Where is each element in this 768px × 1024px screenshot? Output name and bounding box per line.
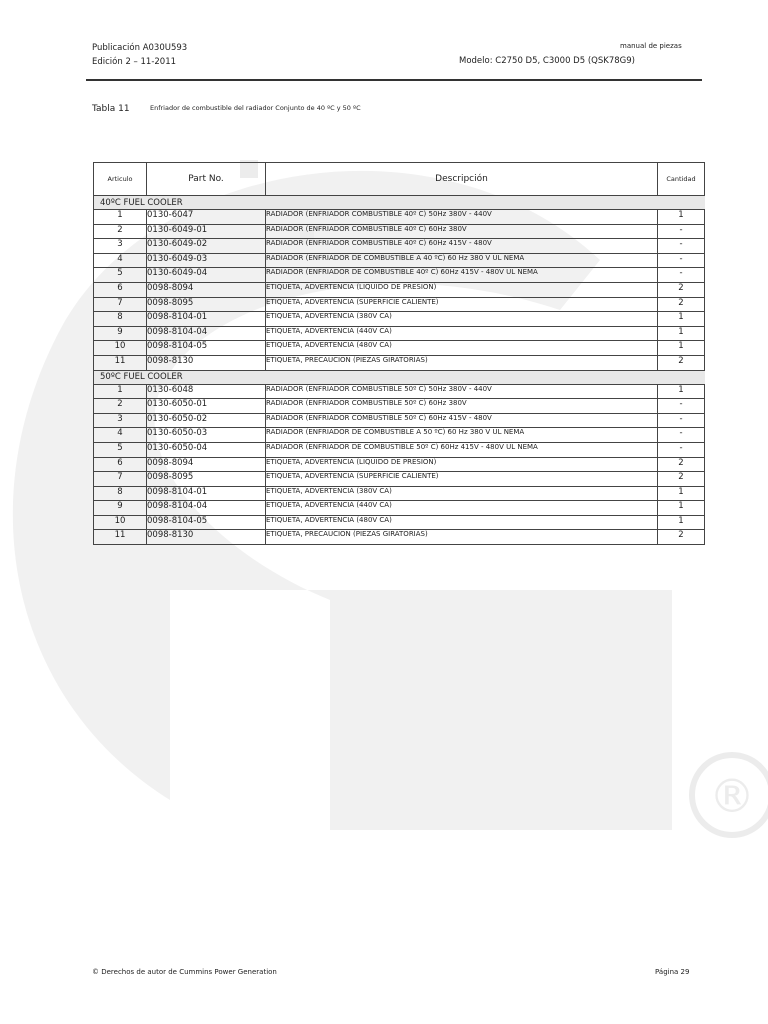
part-number: 0130-6050-02 [147,413,266,428]
item-number: 5 [94,442,147,457]
quantity: - [658,442,705,457]
description: ETIQUETA, ADVERTENCIA (LIQUIDO DE PRESION) [266,457,658,472]
item-number: 6 [94,457,147,472]
description: ETIQUETA, ADVERTENCIA (SUPERFICIE CALIENTE) [266,297,658,312]
description: RADIADOR (ENFRIADOR DE COMBUSTIBLE A 50 ºC) 60 Hz 380 V UL NEMA [266,428,658,443]
item-number: 11 [94,355,147,370]
section-header-row [94,370,705,384]
table-row [94,472,705,487]
col-header-quantity: Cantidad [658,163,705,196]
table-row [94,442,705,457]
item-number: 10 [94,341,147,356]
item-number: 8 [94,486,147,501]
quantity: - [658,413,705,428]
quantity: 2 [658,297,705,312]
item-number: 5 [94,268,147,283]
part-number: 0098-8104-04 [147,501,266,516]
quantity: 2 [658,530,705,545]
part-number: 0098-8104-05 [147,341,266,356]
table-row [94,253,705,268]
table-row [94,239,705,254]
description: RADIADOR (ENFRIADOR COMBUSTIBLE 50º C) 50Hz 380V - 440V [266,384,658,399]
table-row [94,384,705,399]
description: ETIQUETA, ADVERTENCIA (440V CA) [266,501,658,516]
quantity: 1 [658,515,705,530]
description: ETIQUETA, ADVERTENCIA (480V CA) [266,515,658,530]
part-number: 0130-6049-04 [147,268,266,283]
part-number: 0130-6050-03 [147,428,266,443]
quantity: - [658,399,705,414]
part-number: 0130-6050-04 [147,442,266,457]
table-row [94,312,705,327]
item-number: 7 [94,472,147,487]
part-number: 0130-6049-02 [147,239,266,254]
part-number: 0130-6048 [147,384,266,399]
description: RADIADOR (ENFRIADOR COMBUSTIBLE 50º C) 60Hz 415V - 480V [266,413,658,428]
part-number: 0098-8104-01 [147,486,266,501]
table-row [94,326,705,341]
item-number: 4 [94,428,147,443]
parts-table [93,162,705,545]
table-number: Tabla 11 [92,104,130,114]
item-number: 8 [94,312,147,327]
description: RADIADOR (ENFRIADOR DE COMBUSTIBLE A 40 ºC) 60 Hz 380 V UL NEMA [266,253,658,268]
item-number: 3 [94,413,147,428]
table-body [94,196,705,545]
item-number: 10 [94,515,147,530]
item-number: 1 [94,384,147,399]
quantity: - [658,239,705,254]
part-number: 0098-8130 [147,355,266,370]
col-header-item: Articulo [94,163,147,196]
col-header-description: Descripción [266,163,658,196]
quantity: 1 [658,210,705,225]
quantity: 2 [658,355,705,370]
edition-date: Edición 2 – 11-2011 [92,57,177,67]
part-number: 0098-8094 [147,457,266,472]
quantity: - [658,224,705,239]
col-header-part: Part No. [147,163,266,196]
table-row [94,341,705,356]
table-header-row [94,163,705,196]
table-row [94,413,705,428]
part-number: 0098-8130 [147,530,266,545]
table-row [94,282,705,297]
description: ETIQUETA, ADVERTENCIA (480V CA) [266,341,658,356]
part-number: 0098-8095 [147,472,266,487]
quantity: 1 [658,326,705,341]
table-row [94,428,705,443]
quantity: 1 [658,486,705,501]
table-row [94,268,705,283]
header-rule [86,79,702,81]
part-number: 0130-6049-01 [147,224,266,239]
section-title: 40ºC FUEL COOLER [94,196,705,210]
item-number: 3 [94,239,147,254]
part-number: 0098-8104-05 [147,515,266,530]
quantity: 1 [658,312,705,327]
quantity: 1 [658,341,705,356]
description: ETIQUETA, ADVERTENCIA (380V CA) [266,312,658,327]
manual-type: manual de piezas [620,42,682,50]
quantity: 1 [658,384,705,399]
quantity: - [658,268,705,283]
item-number: 2 [94,224,147,239]
part-number: 0098-8094 [147,282,266,297]
description: ETIQUETA, ADVERTENCIA (LIQUIDO DE PRESION) [266,282,658,297]
table-row [94,297,705,312]
section-header-row [94,196,705,210]
item-number: 2 [94,399,147,414]
table-row [94,210,705,225]
table-row [94,224,705,239]
table-row [94,486,705,501]
description: ETIQUETA, ADVERTENCIA (SUPERFICIE CALIENTE) [266,472,658,487]
part-number: 0098-8104-01 [147,312,266,327]
publication-number: Publicación A030U593 [92,43,188,53]
description: ETIQUETA, PRECAUCION (PIEZAS GIRATORIAS) [266,530,658,545]
table-title: Enfriador de combustible del radiador Conjunto de 40 ºC y 50 ºC [150,104,361,112]
copyright-notice: © Derechos de autor de Cummins Power Generation [92,968,277,976]
part-number: 0130-6047 [147,210,266,225]
part-number: 0098-8104-04 [147,326,266,341]
description: RADIADOR (ENFRIADOR COMBUSTIBLE 40º C) 60Hz 380V [266,224,658,239]
description: ETIQUETA, PRECAUCION (PIEZAS GIRATORIAS) [266,355,658,370]
part-number: 0130-6050-01 [147,399,266,414]
quantity: - [658,253,705,268]
description: RADIADOR (ENFRIADOR DE COMBUSTIBLE 50º C) 60Hz 415V - 480V UL NEMA [266,442,658,457]
part-number: 0130-6049-03 [147,253,266,268]
table-row [94,501,705,516]
part-number: 0098-8095 [147,297,266,312]
quantity: - [658,428,705,443]
quantity: 1 [658,501,705,516]
item-number: 11 [94,530,147,545]
quantity: 2 [658,472,705,487]
item-number: 9 [94,501,147,516]
item-number: 9 [94,326,147,341]
table-row [94,457,705,472]
table-row [94,530,705,545]
item-number: 1 [94,210,147,225]
registered-mark: ® [709,769,755,823]
item-number: 4 [94,253,147,268]
description: RADIADOR (ENFRIADOR DE COMBUSTIBLE 40º C) 60Hz 415V - 480V UL NEMA [266,268,658,283]
quantity: 2 [658,282,705,297]
table-row [94,355,705,370]
model-line: Modelo: C2750 D5, C3000 D5 (QSK78G9) [459,56,635,66]
table-row [94,399,705,414]
description: RADIADOR (ENFRIADOR COMBUSTIBLE 40º C) 60Hz 415V - 480V [266,239,658,254]
item-number: 7 [94,297,147,312]
description: RADIADOR (ENFRIADOR COMBUSTIBLE 40º C) 50Hz 380V - 440V [266,210,658,225]
description: RADIADOR (ENFRIADOR COMBUSTIBLE 50º C) 60Hz 380V [266,399,658,414]
description: ETIQUETA, ADVERTENCIA (380V CA) [266,486,658,501]
description: ETIQUETA, ADVERTENCIA (440V CA) [266,326,658,341]
table-row [94,515,705,530]
page-number: Página 29 [655,968,690,976]
item-number: 6 [94,282,147,297]
quantity: 2 [658,457,705,472]
section-title: 50ºC FUEL COOLER [94,370,705,384]
